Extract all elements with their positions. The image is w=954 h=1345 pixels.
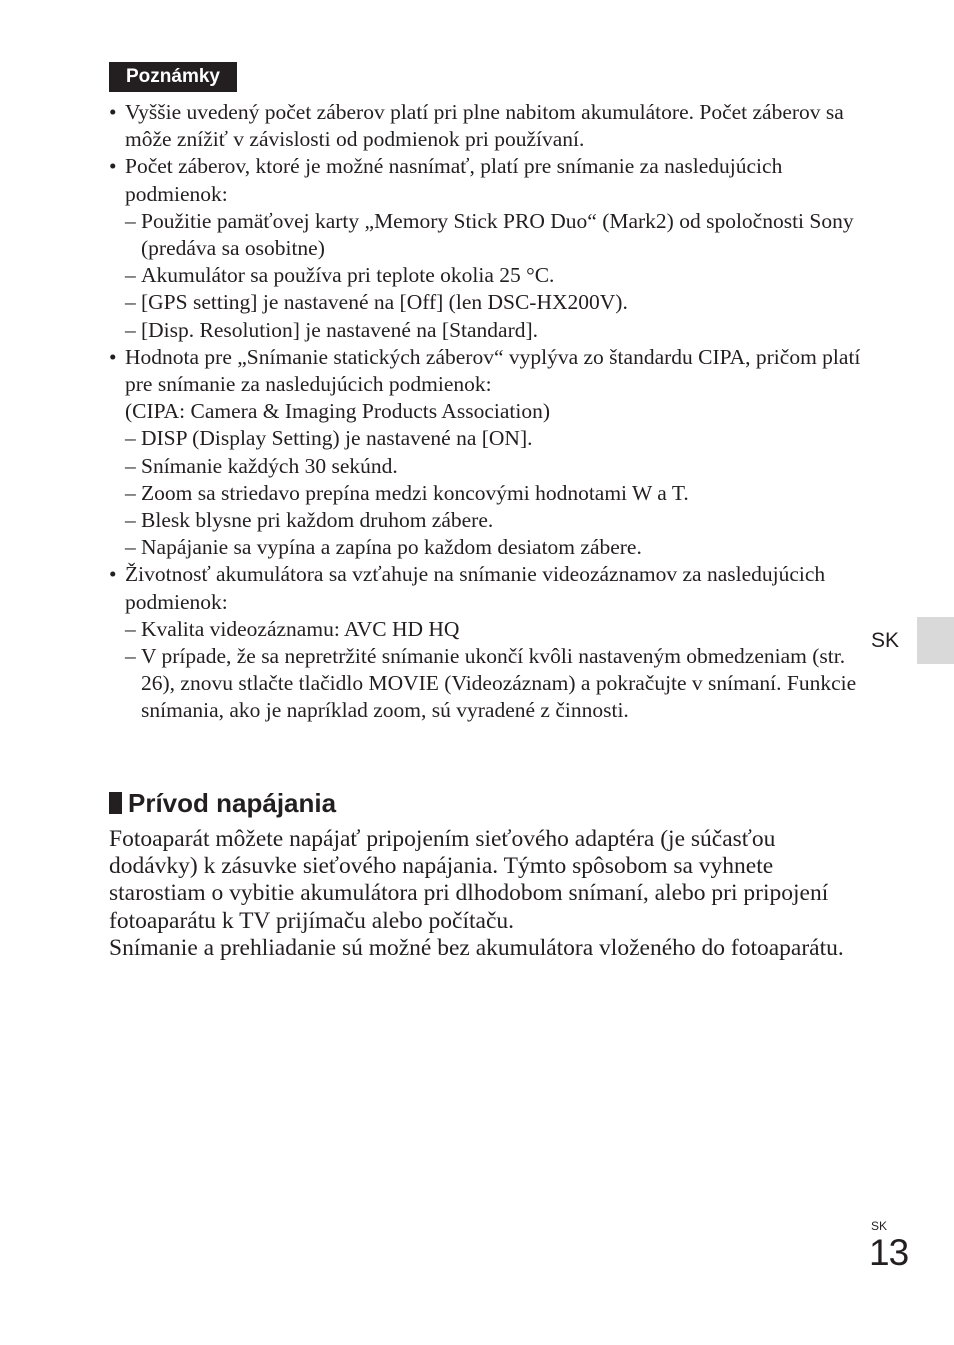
note-subitem	[125, 507, 869, 534]
note-subitem	[125, 643, 869, 725]
subitem-text: Blesk blysne pri každom druhom zábere.	[141, 508, 494, 533]
subitem-text: Napájanie sa vypína a zapína po každom desiatom zábere.	[141, 535, 642, 560]
section-heading	[109, 786, 336, 820]
bullet-icon: •	[109, 344, 117, 369]
note-text: Vyššie uvedený počet záberov platí pri plne nabitom akumulátore. Počet záberov sa môže znížiť v závislosti od podmienok pri používaní.	[125, 100, 844, 152]
notes-list	[109, 99, 869, 725]
dash-icon: –	[125, 263, 136, 288]
dash-icon: –	[125, 317, 136, 342]
page-number: 13	[869, 1232, 909, 1273]
bullet-icon: •	[109, 154, 117, 179]
section-body	[109, 826, 869, 962]
note-subitem	[125, 425, 869, 452]
language-side-label: SK	[871, 629, 900, 652]
subitem-text: Snímanie každých 30 sekúnd.	[141, 453, 398, 478]
note-item	[109, 99, 869, 153]
bullet-icon: •	[109, 100, 117, 124]
section-title: Prívod napájania	[128, 788, 337, 818]
note-subitem	[125, 208, 869, 262]
bullet-icon: •	[109, 562, 117, 587]
note-subitem	[125, 616, 869, 643]
subitem-text: Zoom sa striedavo prepína medzi koncovými hodnotami W a T.	[141, 480, 689, 505]
section-paragraph: Fotoaparát môžete napájať pripojením sieťového adaptéra (je súčasťou dodávky) k zásuvke sieťového napájania. Týmto spôsobom sa vyhnete starostiam o vybitie akumulátora pri dlhodobom snímaní, alebo pri pripojení fotoaparátu k TV prijímaču alebo počítaču.	[109, 826, 829, 934]
heading-marker-icon	[109, 792, 122, 814]
dash-icon: –	[125, 616, 136, 641]
note-subitem	[125, 317, 869, 344]
note-subitem	[125, 289, 869, 316]
page-language-code: SK	[871, 1219, 888, 1233]
dash-icon: –	[125, 644, 136, 669]
note-subitem	[125, 262, 869, 289]
subitem-text: Kvalita videozáznamu: AVC HD HQ	[141, 616, 460, 641]
note-text: Počet záberov, ktoré je možné nasnímať, platí pre snímanie za nasledujúcich podmienok:	[125, 154, 783, 206]
dash-icon: –	[125, 535, 136, 560]
note-subitem	[125, 453, 869, 480]
subitem-text: Akumulátor sa používa pri teplote okolia 25 °C.	[141, 263, 555, 288]
note-item	[109, 344, 869, 426]
dash-icon: –	[125, 426, 136, 451]
note-text: Hodnota pre „Snímanie statických záberov“ vyplýva zo štandardu CIPA, pričom platí pre snímanie za nasledujúcich podmienok:	[125, 344, 861, 397]
subitem-text: [GPS setting] je nastavené na [Off] (len DSC-HX200V).	[141, 290, 628, 315]
note-subitem	[125, 534, 869, 561]
note-subitem	[125, 480, 869, 507]
dash-icon: –	[125, 508, 136, 533]
section-paragraph: Snímanie a prehliadanie sú možné bez akumulátora vloženého do fotoaparátu.	[109, 934, 844, 961]
note-item	[109, 153, 869, 207]
subitem-text: Použitie pamäťovej karty „Memory Stick PRO Duo“ (Mark2) od spoločnosti Sony (predáva sa osobitne)	[141, 208, 854, 261]
dash-icon: –	[125, 208, 136, 233]
language-side-tab	[917, 617, 954, 664]
subitem-text: [Disp. Resolution] je nastavené na [Standard].	[141, 317, 539, 342]
notes-badge: Poznámky	[109, 62, 237, 92]
note-extra-text: (CIPA: Camera & Imaging Products Association)	[125, 399, 550, 424]
dash-icon: –	[125, 480, 136, 505]
dash-icon: –	[125, 290, 136, 315]
note-text: Životnosť akumulátora sa vzťahuje na snímanie videozáznamov za nasledujúcich podmienok:	[125, 562, 826, 614]
subitem-text: V prípade, že sa nepretržité snímanie ukončí kvôli nastaveným obmedzeniam (str. 26), znovu stlačte tlačidlo MOVIE (Videozáznam) a pokračujte v snímaní. Funkcie snímania, ako je napríklad zoom, sú vyradené z činnosti.	[141, 644, 857, 723]
note-item	[109, 561, 869, 615]
subitem-text: DISP (Display Setting) je nastavené na [ON].	[141, 426, 533, 451]
dash-icon: –	[125, 453, 136, 478]
